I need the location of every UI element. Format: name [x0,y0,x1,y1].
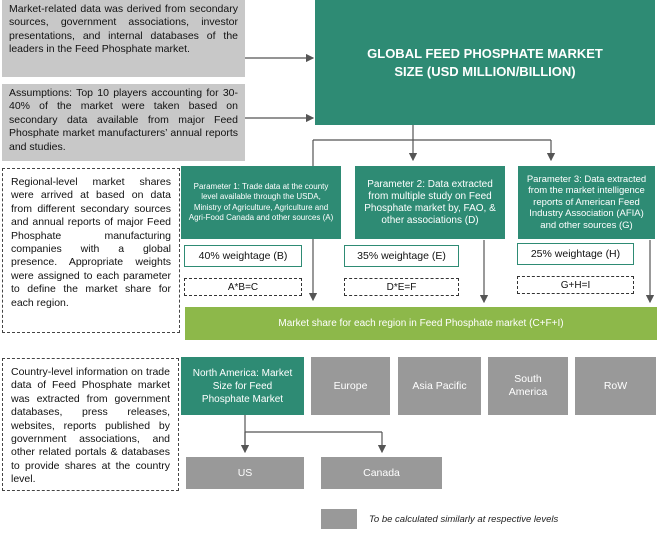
legend-label: To be calculated similarly at respective levels [369,514,559,525]
weightage-h: 25% weightage (H) [517,243,634,265]
formula-f: D*E=F [344,278,459,296]
region-south-america: South America [488,357,568,415]
weightage-b: 40% weightage (B) [184,245,302,267]
formula-i: G+H=I [517,276,634,294]
region-north-america: North America: Market Size for Feed Phosphate Market [181,357,304,415]
market-share-bar: Market share for each region in Feed Phosphate market (C+F+I) [185,307,657,340]
assumptions-note: Assumptions: Top 10 players accounting for 30-40% of the market were taken based on secondary data available from major Feed Phosphate market manufacturers’ annual reports and studies. [2,84,245,161]
region-row: RoW [575,357,656,415]
country-level-note: Country-level information on trade data of Feed Phosphate market was extracted from government databases, press releases, websites, reports published by government associations, and other related portals & databases to provide shares at the country level. [2,358,179,491]
country-us: US [186,457,304,489]
data-source-note: Market-related data was derived from secondary sources, government associations, investor presentations, and internal databases of the leaders in the Feed Phosphate market. [2,0,245,77]
weightage-e: 35% weightage (E) [344,245,459,267]
parameter-3-box: Parameter 3: Data extracted from the market intelligence reports of American Feed Industry Association (AFIA) and other sources (G) [518,166,655,239]
regional-level-note: Regional-level market shares were arrived at based on data from different secondary sources and annual reports of major Feed Phosphate manufacturing companies with a global presence. Appropriate weights were assigned to each parameter to define the market share for each region. [2,168,180,333]
region-europe: Europe [311,357,390,415]
parameter-1-box: Parameter 1: Trade data at the county level available through the USDA, Ministry of Agriculture, Agriculture and Agri-Food Canada and other sources (A) [181,166,341,239]
region-asia-pacific: Asia Pacific [398,357,481,415]
formula-c: A*B=C [184,278,302,296]
country-canada: Canada [321,457,442,489]
global-market-size-title: GLOBAL FEED PHOSPHATE MARKET SIZE (USD MILLION/BILLION) [315,0,655,125]
legend-swatch [321,509,357,529]
parameter-2-box: Parameter 2: Data extracted from multiple study on Feed Phosphate market by, FAO, & other associations (D) [355,166,505,239]
